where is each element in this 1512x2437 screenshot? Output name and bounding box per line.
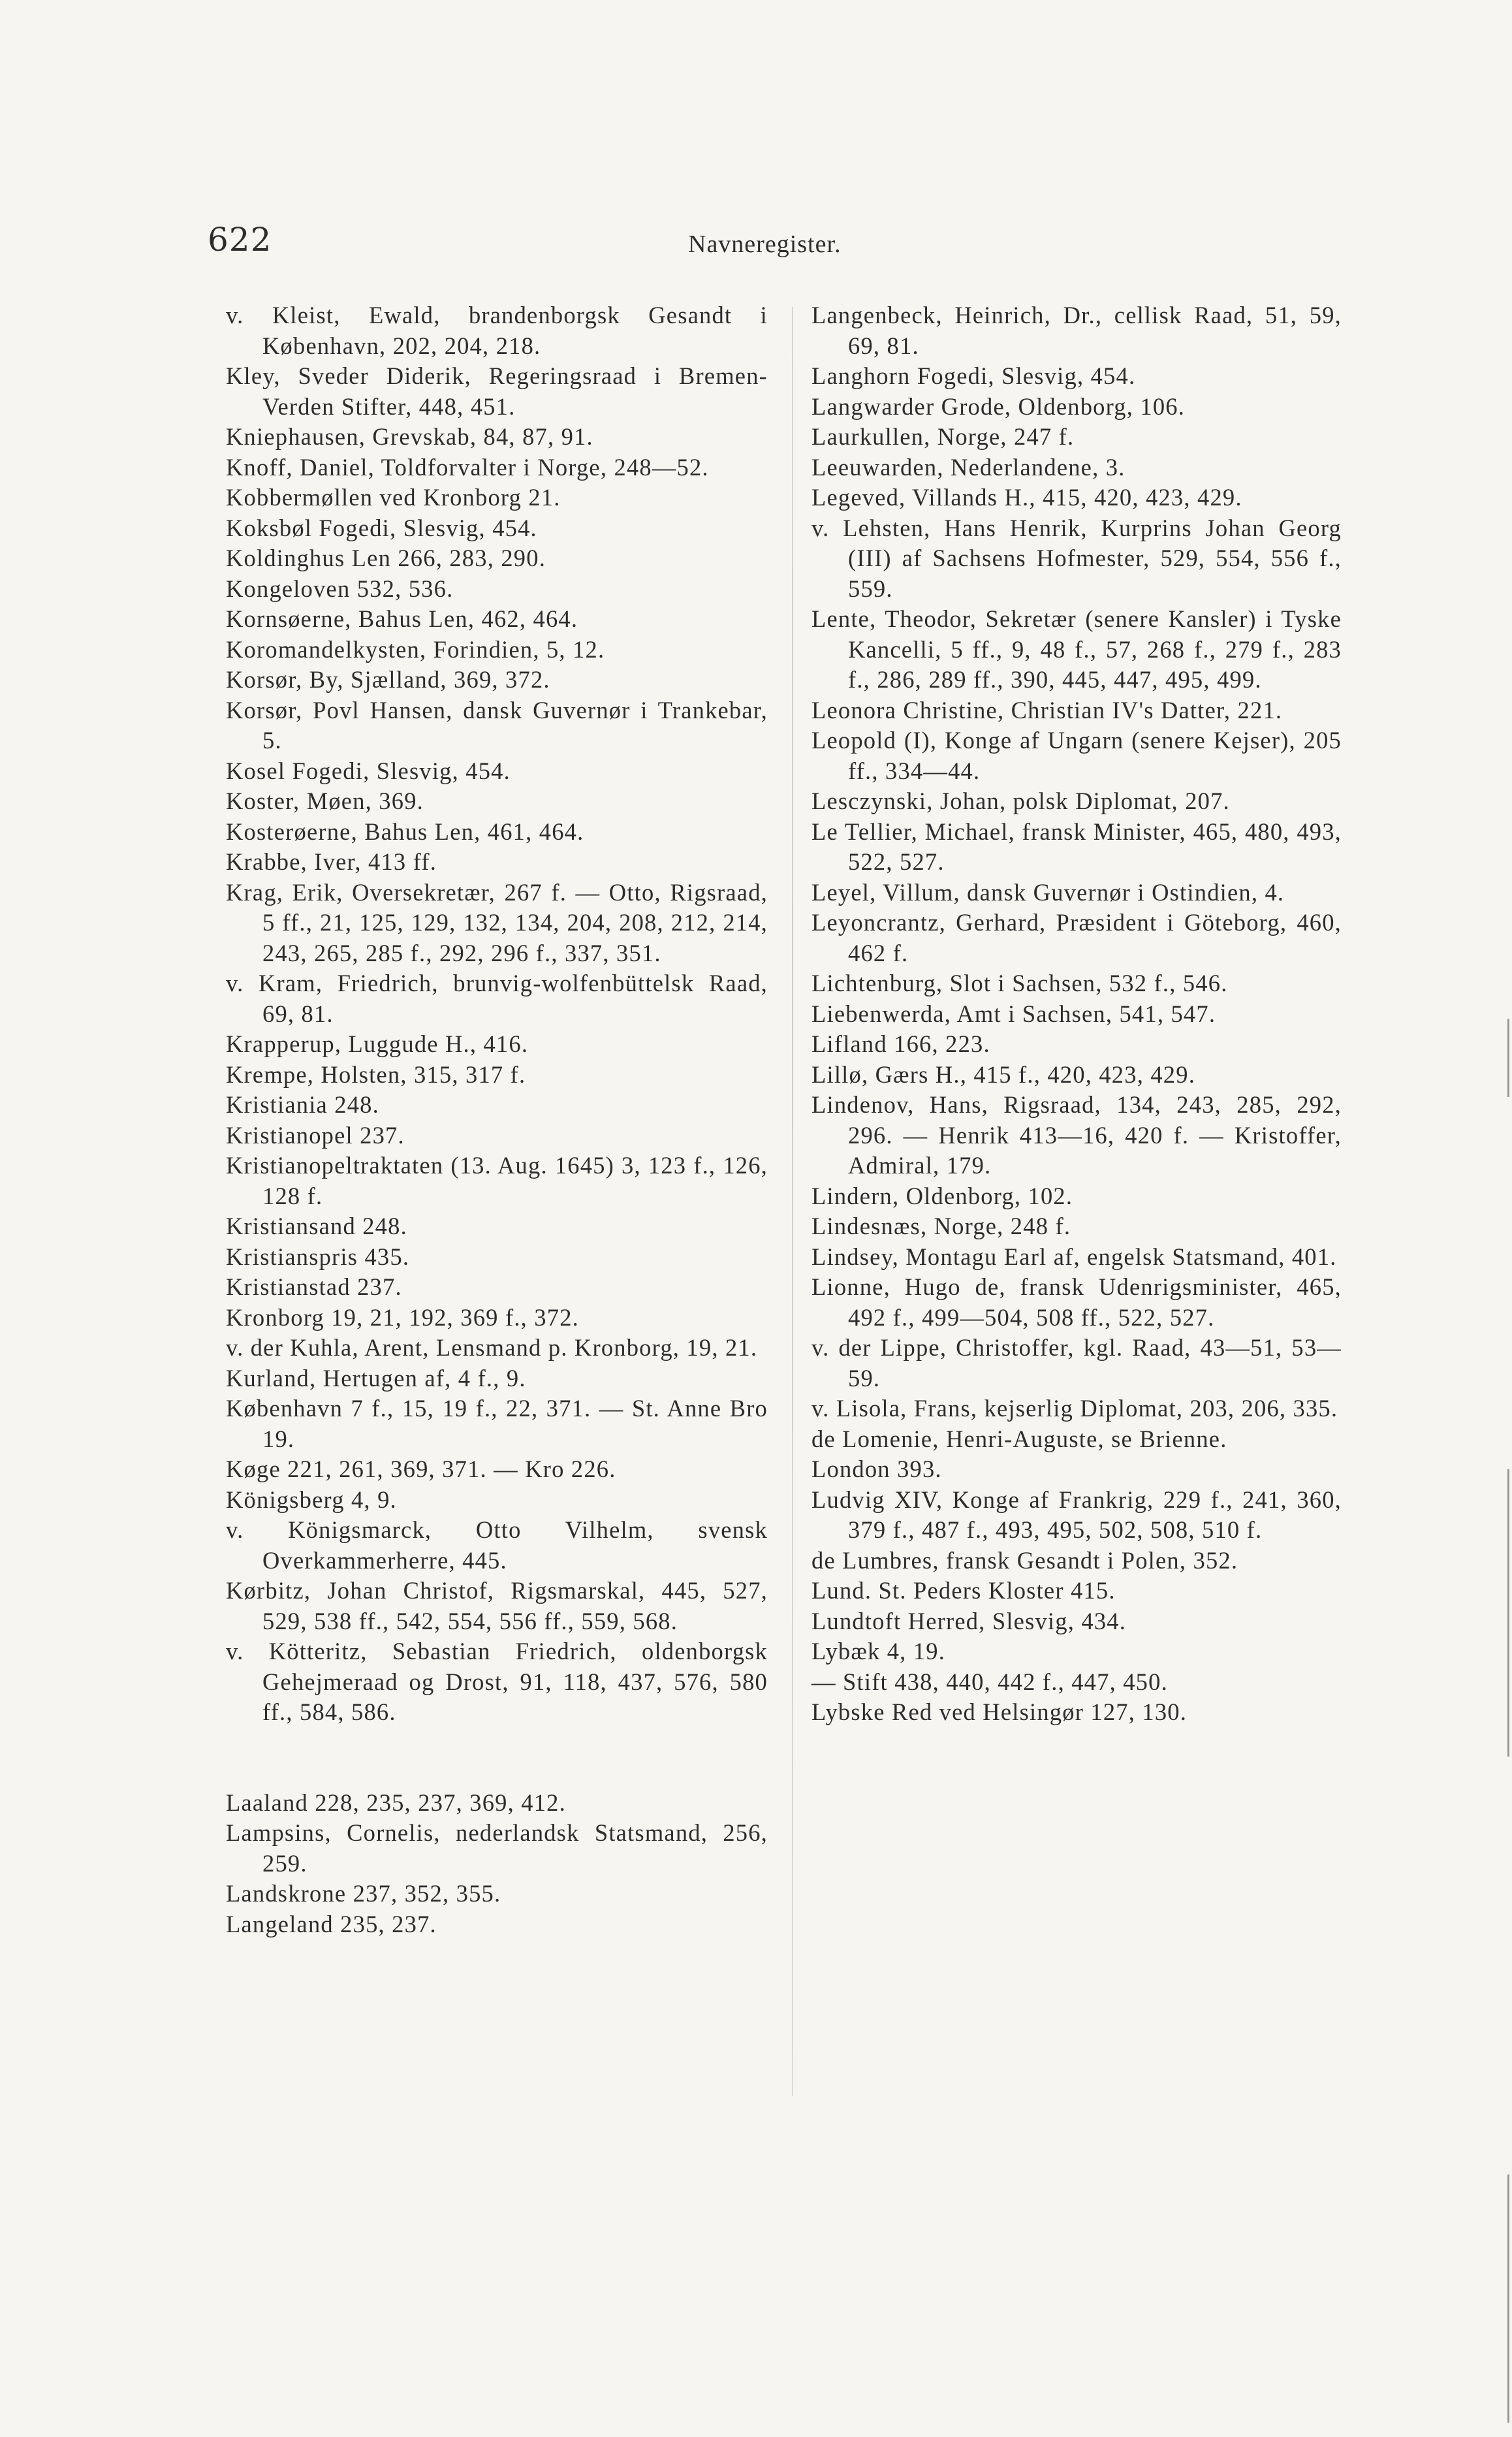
running-head: Navneregister.: [688, 231, 842, 258]
index-entry: Kristianspris 435.: [226, 1243, 410, 1270]
index-entry: Landskrone 237, 352, 355.: [226, 1880, 501, 1907]
index-entry: Königsberg 4, 9.: [226, 1486, 397, 1513]
index-entry: Kristianopeltraktaten (13. Aug. 1645) 3, 123 f., 126, 128 f.: [226, 1152, 768, 1209]
index-entry: Krempe, Holsten, 315, 317 f.: [226, 1060, 526, 1088]
index-entry: Lindesnæs, Norge, 248 f.: [811, 1213, 1071, 1239]
index-entry: Lund. St. Peders Kloster 415.: [811, 1577, 1116, 1604]
index-entry: Lifland 166, 223.: [811, 1030, 990, 1057]
index-entry: v. der Lippe, Christoffer, kgl. Raad, 43—51, 53—59.: [811, 1334, 1342, 1392]
index-entry: Lindern, Oldenborg, 102.: [811, 1182, 1073, 1209]
index-entry: Liebenwerda, Amt i Sachsen, 541, 547.: [811, 1000, 1216, 1027]
index-entry: Krabbe, Iver, 413 ff.: [226, 848, 437, 875]
section-gap: [226, 1728, 768, 1788]
index-entry: Koldinghus Len 266, 283, 290.: [226, 545, 546, 571]
index-entry: Koksbøl Fogedi, Slesvig, 454.: [226, 514, 537, 541]
index-entry: Korsør, By, Sjælland, 369, 372.: [226, 666, 550, 693]
index-entry: v. Kötteritz, Sebastian Friedrich, oldenborgsk Gehejmeraad og Drost, 91, 118, 437, 576, 580 ff., 584, 586.: [226, 1638, 768, 1725]
index-entry: Lichtenburg, Slot i Sachsen, 532 f., 546.: [811, 970, 1228, 996]
index-entry: Kristianopel 237.: [226, 1121, 405, 1149]
index-entry: Lesczynski, Johan, polsk Diplomat, 207.: [811, 788, 1230, 814]
index-entry: Koromandelkysten, Forindien, 5, 12.: [226, 635, 605, 663]
index-entry: Lindenov, Hans, Rigsraad, 134, 243, 285, 292, 296. — Henrik 413—16, 420 f. — Kristoffer, Admiral, 179.: [811, 1091, 1342, 1179]
page-edge-mark: [1507, 1469, 1509, 1757]
column-divider: [792, 307, 793, 2096]
index-entry: Langeland 235, 237.: [226, 1910, 437, 1937]
index-entry: Køge 221, 261, 369, 371. — Kro 226.: [226, 1456, 616, 1482]
index-entry: Kongeloven 532, 536.: [226, 575, 454, 602]
page-edge-mark: [1507, 1019, 1509, 1097]
index-entry: Lente, Theodor, Sekretær (senere Kansler) i Tyske Kancelli, 5 ff., 9, 48 f., 57, 268 f., 279 f., 283 f., 286, 289 ff., 390, 445, 447, 495, 499.: [811, 605, 1342, 693]
index-entry: v. Kleist, Ewald, brandenborgsk Gesandt i København, 202, 204, 218.: [226, 302, 768, 359]
index-entry: Kristiania 248.: [226, 1091, 379, 1118]
page-number: 622: [208, 221, 272, 259]
index-entry: London 393.: [811, 1456, 942, 1482]
index-entry: Lundtoft Herred, Slesvig, 434.: [811, 1607, 1127, 1634]
index-entry: Kosterøerne, Bahus Len, 461, 464.: [226, 818, 584, 845]
index-entry: Kley, Sveder Diderik, Regeringsraad i Bremen-Verden Stifter, 448, 451.: [226, 362, 768, 420]
index-entry: Leeuwarden, Nederlandene, 3.: [811, 453, 1126, 481]
index-entry: Lybske Red ved Helsingør 127, 130.: [811, 1698, 1188, 1725]
index-entry: de Lumbres, fransk Gesandt i Polen, 352.: [811, 1546, 1238, 1574]
index-entry: Lindsey, Montagu Earl af, engelsk Statsmand, 401.: [811, 1243, 1337, 1270]
right-column: [811, 300, 1342, 1728]
index-entry: Krapperup, Luggude H., 416.: [226, 1030, 529, 1057]
index-entry: Laurkullen, Norge, 247 f.: [811, 423, 1075, 450]
index-entry: v. Kram, Friedrich, brunvig-wolfenbüttelsk Raad, 69, 81.: [226, 970, 768, 1027]
index-entry: Langhorn Fogedi, Slesvig, 454.: [811, 362, 1136, 389]
index-entry: Kurland, Hertugen af, 4 f., 9.: [226, 1364, 526, 1392]
index-entry: Ludvig XIV, Konge af Frankrig, 229 f., 241, 360, 379 f., 487 f., 493, 495, 502, 508, 510 f.: [811, 1486, 1342, 1543]
index-entry: Lionne, Hugo de, fransk Udenrigsminister, 465, 492 f., 499—504, 508 ff., 522, 527.: [811, 1273, 1342, 1331]
index-entry: Lybæk 4, 19.: [811, 1638, 946, 1664]
left-column: [226, 300, 768, 1939]
index-entry: Kristiansand 248.: [226, 1213, 407, 1239]
index-entry: Kørbitz, Johan Christof, Rigsmarskal, 445, 527, 529, 538 ff., 542, 554, 556 ff., 559, 568.: [226, 1577, 768, 1634]
index-entry: Kobbermøllen ved Kronborg 21.: [226, 484, 561, 511]
index-entry: Kornsøerne, Bahus Len, 462, 464.: [226, 605, 578, 632]
index-entry: — Stift 438, 440, 442 f., 447, 450.: [811, 1668, 1168, 1695]
index-entry: Laaland 228, 235, 237, 369, 412.: [226, 1789, 566, 1816]
index-entry: Kristianstad 237.: [226, 1273, 402, 1300]
index-entry: Le Tellier, Michael, fransk Minister, 465, 480, 493, 522, 527.: [811, 818, 1342, 875]
index-entry: de Lomenie, Henri-Auguste, se Brienne.: [811, 1425, 1227, 1452]
index-entry: Lampsins, Cornelis, nederlandsk Statsmand, 256, 259.: [226, 1819, 768, 1877]
index-entry: Kniephausen, Grevskab, 84, 87, 91.: [226, 423, 593, 450]
index-entry: Leyoncrantz, Gerhard, Præsident i Göteborg, 460, 462 f.: [811, 909, 1342, 966]
index-entry: v. Königsmarck, Otto Vilhelm, svensk Overkammerherre, 445.: [226, 1516, 768, 1574]
index-entry: Leyel, Villum, dansk Guvernør i Ostindien, 4.: [811, 878, 1285, 906]
index-entry: Koster, Møen, 369.: [226, 788, 424, 814]
index-entry: Knoff, Daniel, Toldforvalter i Norge, 248—52.: [226, 453, 709, 481]
index-entry: Korsør, Povl Hansen, dansk Guvernør i Trankebar, 5.: [226, 696, 768, 754]
index-entry: Langwarder Grode, Oldenborg, 106.: [811, 392, 1186, 420]
index-entry: København 7 f., 15, 19 f., 22, 371. — St. Anne Bro 19.: [226, 1395, 768, 1452]
index-entry: Legeved, Villands H., 415, 420, 423, 429.: [811, 484, 1242, 511]
index-entry: Leonora Christine, Christian IV's Datter, 221.: [811, 696, 1283, 724]
index-entry: Kosel Fogedi, Slesvig, 454.: [226, 757, 511, 784]
index-entry: v. der Kuhla, Arent, Lensmand p. Kronborg, 19, 21.: [226, 1334, 758, 1361]
index-entry: v. Lisola, Frans, kejserlig Diplomat, 203, 206, 335.: [811, 1395, 1338, 1422]
index-entry: Leopold (I), Konge af Ungarn (senere Kejser), 205 ff., 334—44.: [811, 727, 1342, 784]
index-entry: Kronborg 19, 21, 192, 369 f., 372.: [226, 1303, 579, 1331]
index-entry: v. Lehsten, Hans Henrik, Kurprins Johan Georg (III) af Sachsens Hofmester, 529, 554, 556 f., 559.: [811, 514, 1342, 602]
index-entry: Langenbeck, Heinrich, Dr., cellisk Raad, 51, 59, 69, 81.: [811, 302, 1342, 359]
index-entry: Krag, Erik, Oversekretær, 267 f. — Otto, Rigsraad, 5 ff., 21, 125, 129, 132, 134, 204, 208, 212, 214, 243, 265, 285 f., 292, 296 f., 337, 351.: [226, 878, 768, 966]
page-edge-mark: [1507, 2174, 1509, 2423]
index-entry: Lillø, Gærs H., 415 f., 420, 423, 429.: [811, 1060, 1196, 1088]
